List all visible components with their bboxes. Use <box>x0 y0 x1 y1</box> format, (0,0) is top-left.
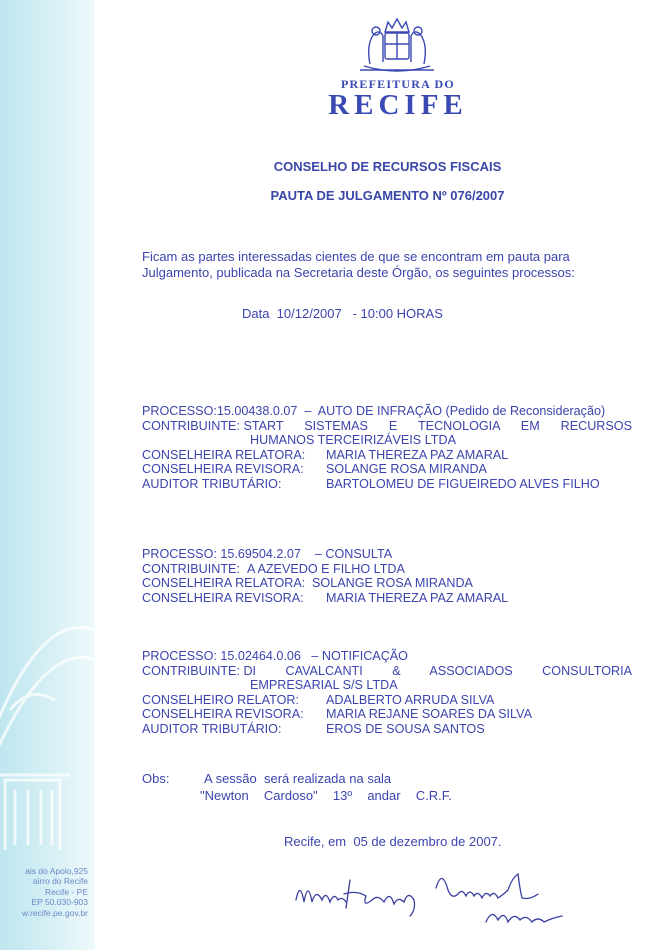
contributor-name-continued: EMPRESARIAL S/S LTDA <box>250 678 398 693</box>
building-watermark-icon <box>0 590 95 860</box>
process-line <box>142 649 632 664</box>
role-label: CONSELHEIRA REVISORA: <box>142 707 304 722</box>
contributor-line-continued <box>142 678 632 693</box>
process-type: – CONSULTA <box>300 547 393 561</box>
process-block <box>142 649 632 737</box>
person-name: ADALBERTO ARRUDA SILVA <box>326 692 495 707</box>
role-label: CONSELHEIRA REVISORA: <box>142 462 304 477</box>
handwritten-signature-icon <box>286 860 586 940</box>
contributor-line <box>142 562 632 577</box>
address-line: Recife - PE <box>45 886 88 897</box>
contributor-line-continued <box>142 433 632 448</box>
address-block <box>0 866 88 918</box>
coat-of-arms-icon <box>352 14 442 76</box>
contributor-line <box>142 419 632 434</box>
process-block <box>142 547 632 605</box>
agenda-heading: PAUTA DE JULGAMENTO Nº 076/2007 <box>270 188 505 203</box>
session-date: Data 10/12/2007 - 10:00 HORAS <box>242 306 443 321</box>
role-label: CONSELHEIRA REVISORA: <box>142 590 304 605</box>
person-line <box>142 576 632 591</box>
intro-line: Ficam as partes interessadas cientes de que se encontram em pauta para <box>142 249 570 264</box>
person-name: MARIA THEREZA PAZ AMARAL <box>326 590 509 605</box>
person-line <box>142 693 632 708</box>
contributor-label: CONTRIBUINTE: <box>142 663 244 678</box>
person-line <box>142 462 632 477</box>
process-number: PROCESSO: 15.69504.2.07 <box>142 547 301 561</box>
person-line <box>142 591 632 606</box>
process-line <box>142 404 632 419</box>
contributor-line <box>142 664 632 679</box>
contributor-name: A AZEVEDO E FILHO LTDA <box>246 561 405 576</box>
process-block <box>142 404 632 492</box>
role-label: AUDITOR TRIBUTÁRIO: <box>142 721 282 736</box>
observation-room: "Newton Cardoso" 13º andar C.R.F. <box>200 788 452 803</box>
address-line: ais do Apolo,925 <box>25 866 88 876</box>
process-line <box>142 547 632 562</box>
person-line <box>142 722 632 737</box>
person-name: SOLANGE ROSA MIRANDA <box>326 462 487 477</box>
address-line: airro do Recife <box>32 876 88 887</box>
role-label: CONSELHEIRA RELATORA: <box>142 576 306 591</box>
person-name: BARTOLOMEU DE FIGUEIREDO ALVES FILHO <box>326 476 600 491</box>
person-line <box>142 448 632 463</box>
place-and-date: Recife, em 05 de dezembro de 2007. <box>284 834 502 849</box>
contributor-name: DI CAVALCANTI & ASSOCIADOS CONSULTORIA <box>243 663 632 678</box>
observation-text: A sessão será realizada na sala <box>204 771 392 786</box>
contributor-name-continued: HUMANOS TERCEIRIZÁVEIS LTDA <box>250 433 456 448</box>
person-name: MARIA REJANE SOARES DA SILVA <box>326 707 532 722</box>
intro-line: Julgamento, publicada na Secretaria deste Órgão, os seguintes processos: <box>142 265 575 280</box>
process-number: PROCESSO:15.00438.0.07 <box>142 404 298 418</box>
contributor-label: CONTRIBUINTE: <box>142 561 247 576</box>
person-line <box>142 707 632 722</box>
person-name: EROS DE SOUSA SANTOS <box>326 721 485 736</box>
observation-block <box>142 770 452 804</box>
role-label: AUDITOR TRIBUTÁRIO: <box>142 476 282 491</box>
role-label: CONSELHEIRO RELATOR: <box>142 692 299 707</box>
person-line <box>142 477 632 492</box>
intro-paragraph <box>142 249 612 281</box>
observation-label: Obs: <box>142 771 170 786</box>
process-type: – AUTO DE INFRAÇÃO (Pedido de Reconsideração) <box>297 404 606 418</box>
brand-title: RECIFE <box>328 89 468 121</box>
contributor-name: START SISTEMAS E TECNOLOGIA EM RECURSOS <box>243 418 632 433</box>
brand-subtitle: PREFEITURA DO <box>341 77 455 91</box>
contributor-label: CONTRIBUINTE: <box>142 418 244 433</box>
observation-line <box>142 770 452 787</box>
council-heading: CONSELHO DE RECURSOS FISCAIS <box>273 159 502 174</box>
role-label: CONSELHEIRA RELATORA: <box>142 447 306 462</box>
process-type: – NOTIFICAÇÃO <box>300 649 408 663</box>
address-line: EP 50.030-903 <box>31 897 88 908</box>
address-line: w.recife.pe.gov.br <box>22 907 88 918</box>
process-number: PROCESSO: 15.02464.0.06 <box>142 649 301 663</box>
person-name: MARIA THEREZA PAZ AMARAL <box>326 447 509 462</box>
person-name: SOLANGE ROSA MIRANDA <box>312 576 473 591</box>
